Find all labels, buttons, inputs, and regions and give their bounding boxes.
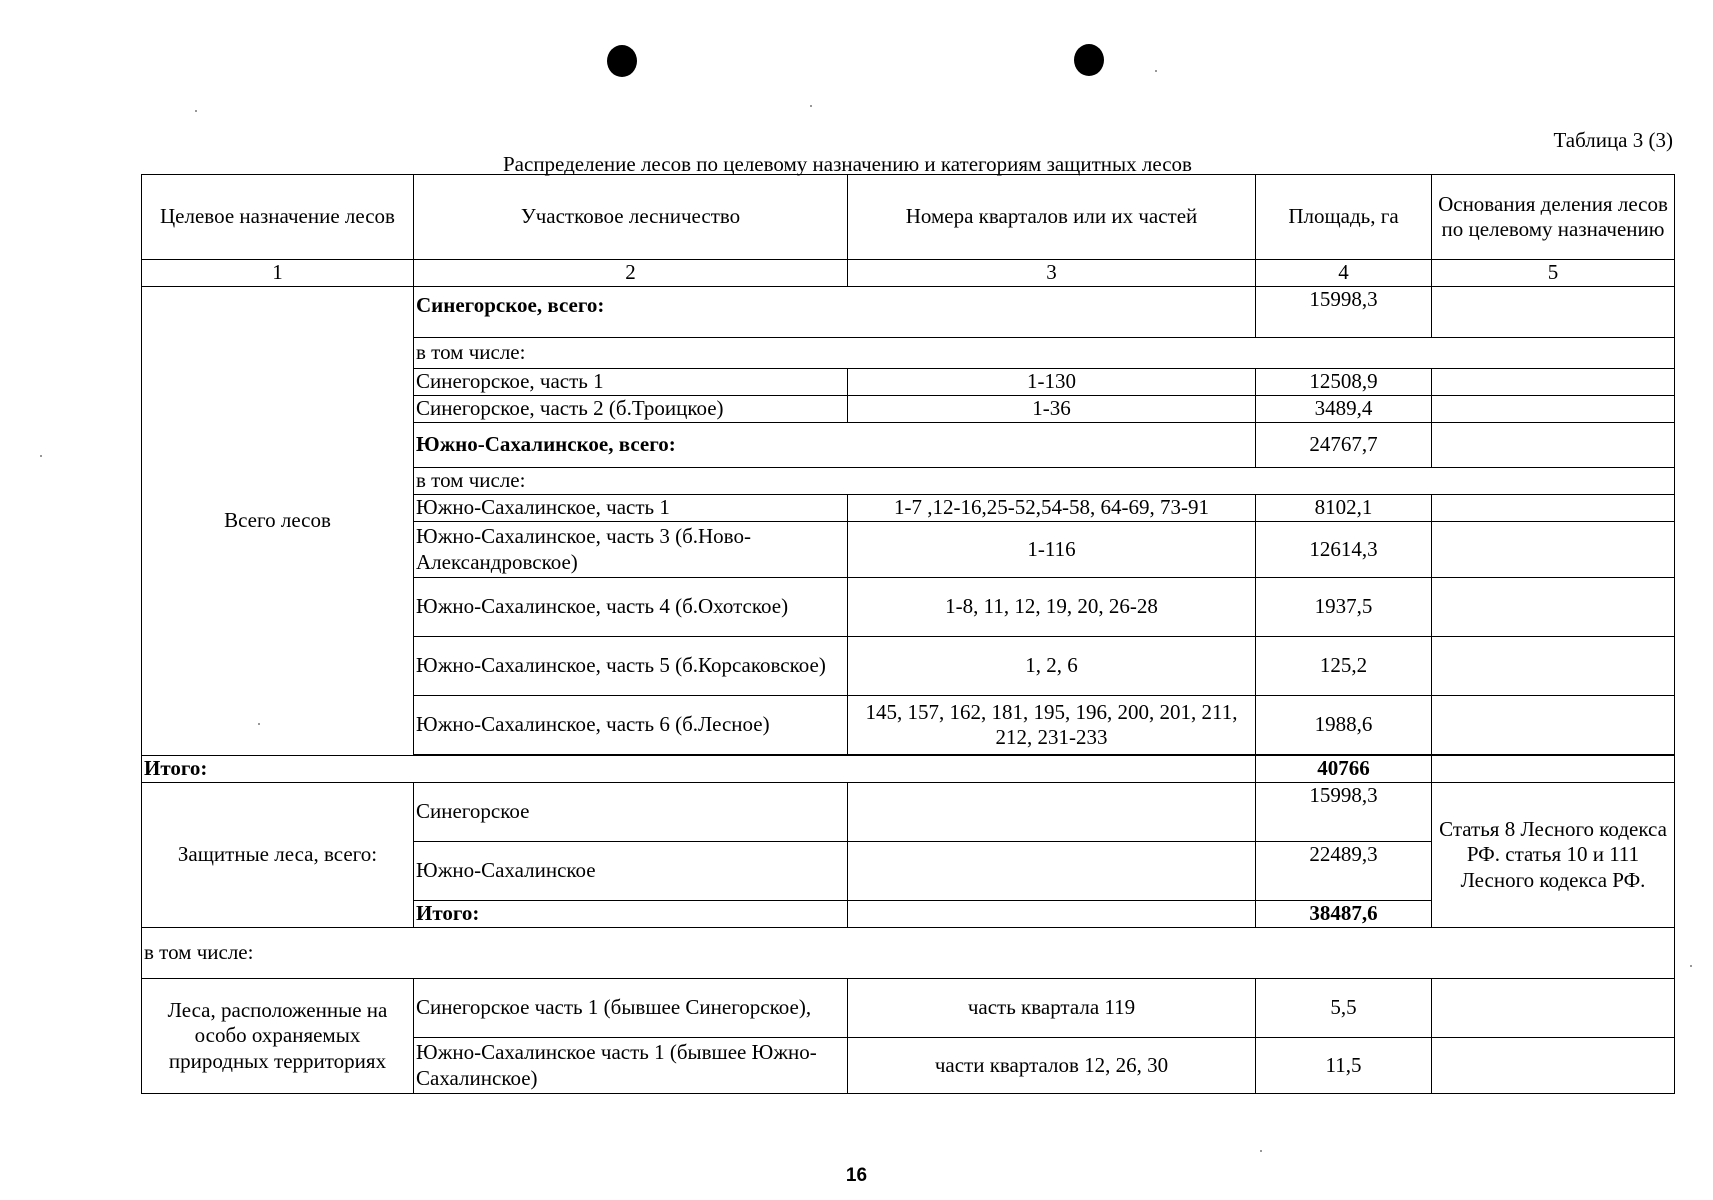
district-name: Южно-Сахалинское bbox=[414, 842, 848, 901]
column-number: 3 bbox=[848, 260, 1256, 287]
district-name: Южно-Сахалинское, часть 3 (б.Ново-Александровское) bbox=[414, 522, 848, 578]
table-row bbox=[142, 979, 1675, 1038]
district-name: Синегорское, часть 2 (б.Троицкое) bbox=[414, 396, 848, 423]
area-value: 22489,3 bbox=[1256, 842, 1432, 901]
yuzhno-total-area: 24767,7 bbox=[1256, 423, 1432, 468]
basis-cell bbox=[1432, 1038, 1675, 1094]
column-number: 4 bbox=[1256, 260, 1432, 287]
quarters-value: 1-116 bbox=[848, 522, 1256, 578]
quarters-value: 1-8, 11, 12, 19, 20, 26-28 bbox=[848, 578, 1256, 637]
basis-cell bbox=[1432, 396, 1675, 423]
scan-speck bbox=[40, 455, 42, 457]
including-label: в том числе: bbox=[414, 338, 1675, 369]
quarters-value bbox=[848, 842, 1256, 901]
area-value: 1937,5 bbox=[1256, 578, 1432, 637]
basis-cell bbox=[1432, 756, 1675, 783]
area-value: 5,5 bbox=[1256, 979, 1432, 1038]
column-number-row bbox=[142, 260, 1675, 287]
page-number: 16 bbox=[845, 1165, 868, 1186]
basis-cell bbox=[1432, 369, 1675, 396]
yuzhno-total-name: Южно-Сахалинское, всего: bbox=[414, 423, 1256, 468]
forest-distribution-table bbox=[141, 174, 1675, 1094]
total-area: 40766 bbox=[1256, 756, 1432, 783]
area-value: 12614,3 bbox=[1256, 522, 1432, 578]
quarters-value: 1, 2, 6 bbox=[848, 637, 1256, 696]
forest-distribution-table-wrapper bbox=[141, 174, 1674, 1094]
district-name: Синегорское bbox=[414, 783, 848, 842]
quarters-value: части кварталов 12, 26, 30 bbox=[848, 1038, 1256, 1094]
header-basis: Основания деления лесов по целевому назначению bbox=[1432, 175, 1675, 260]
column-number: 1 bbox=[142, 260, 414, 287]
basis-cell bbox=[1432, 522, 1675, 578]
basis-cell bbox=[1432, 578, 1675, 637]
including-label: в том числе: bbox=[142, 928, 1675, 979]
district-name: Южно-Сахалинское, часть 4 (б.Охотское) bbox=[414, 578, 848, 637]
area-value: 1988,6 bbox=[1256, 696, 1432, 755]
scan-speck bbox=[810, 105, 812, 107]
including-label: в том числе: bbox=[414, 468, 1675, 495]
area-value: 12508,9 bbox=[1256, 369, 1432, 396]
protective-basis: Статья 8 Лесного кодекса РФ. статья 10 и 111 Лесного кодекса РФ. bbox=[1432, 783, 1675, 928]
basis-cell bbox=[1432, 423, 1675, 468]
quarters-value: 1-130 bbox=[848, 369, 1256, 396]
area-value: 15998,3 bbox=[1256, 783, 1432, 842]
sinegorsk-total-area: 15998,3 bbox=[1256, 287, 1432, 338]
table-caption: Распределение лесов по целевому назначению и категориям защитных лесов bbox=[503, 152, 1192, 176]
header-purpose: Целевое назначение лесов bbox=[142, 175, 414, 260]
basis-cell bbox=[1432, 287, 1675, 338]
district-name: Южно-Сахалинское, часть 6 (б.Лесное) bbox=[414, 696, 848, 755]
protective-total-area: 38487,6 bbox=[1256, 901, 1432, 928]
quarters-value bbox=[848, 901, 1256, 928]
table-row bbox=[142, 287, 1675, 338]
scan-speck bbox=[1690, 965, 1692, 967]
area-value: 8102,1 bbox=[1256, 495, 1432, 522]
sinegorsk-total-name: Синегорское, всего: bbox=[414, 287, 1256, 338]
basis-cell bbox=[1432, 979, 1675, 1038]
table-number: Таблица 3 (3) bbox=[1553, 128, 1673, 152]
district-name: Синегорское часть 1 (бывшее Синегорское), bbox=[414, 979, 848, 1038]
scan-speck bbox=[1260, 1150, 1262, 1152]
district-name: Южно-Сахалинское часть 1 (бывшее Южно-Сахалинское) bbox=[414, 1038, 848, 1094]
table-row bbox=[142, 783, 1675, 842]
protected-areas-label: Леса, расположенные на особо охраняемых природных территориях bbox=[142, 979, 414, 1094]
area-value: 125,2 bbox=[1256, 637, 1432, 696]
total-forests-label: Всего лесов bbox=[142, 287, 414, 756]
protective-forests-label: Защитные леса, всего: bbox=[142, 783, 414, 928]
quarters-value bbox=[848, 783, 1256, 842]
punch-hole-right bbox=[1074, 44, 1104, 76]
header-area: Площадь, га bbox=[1256, 175, 1432, 260]
protective-total-label: Итого: bbox=[414, 901, 848, 928]
header-district: Участковое лесничество bbox=[414, 175, 848, 260]
district-name: Южно-Сахалинское, часть 5 (б.Корсаковское) bbox=[414, 637, 848, 696]
area-value: 11,5 bbox=[1256, 1038, 1432, 1094]
district-name: Синегорское, часть 1 bbox=[414, 369, 848, 396]
table-row bbox=[142, 928, 1675, 979]
header-quarters: Номера кварталов или их частей bbox=[848, 175, 1256, 260]
district-name: Южно-Сахалинское, часть 1 bbox=[414, 495, 848, 522]
basis-cell bbox=[1432, 696, 1675, 755]
quarters-value: 1-36 bbox=[848, 396, 1256, 423]
header-row bbox=[142, 175, 1675, 260]
scan-speck bbox=[1155, 70, 1157, 72]
total-label: Итого: bbox=[142, 756, 1256, 783]
basis-cell bbox=[1432, 637, 1675, 696]
basis-cell bbox=[1432, 495, 1675, 522]
column-number: 5 bbox=[1432, 260, 1675, 287]
quarters-value: часть квартала 119 bbox=[848, 979, 1256, 1038]
scan-speck bbox=[195, 110, 197, 112]
quarters-value: 1-7 ,12-16,25-52,54-58, 64-69, 73-91 bbox=[848, 495, 1256, 522]
total-row bbox=[142, 756, 1675, 783]
column-number: 2 bbox=[414, 260, 848, 287]
area-value: 3489,4 bbox=[1256, 396, 1432, 423]
quarters-value: 145, 157, 162, 181, 195, 196, 200, 201, 211, 212, 231-233 bbox=[848, 696, 1256, 755]
punch-hole-left bbox=[607, 45, 637, 77]
